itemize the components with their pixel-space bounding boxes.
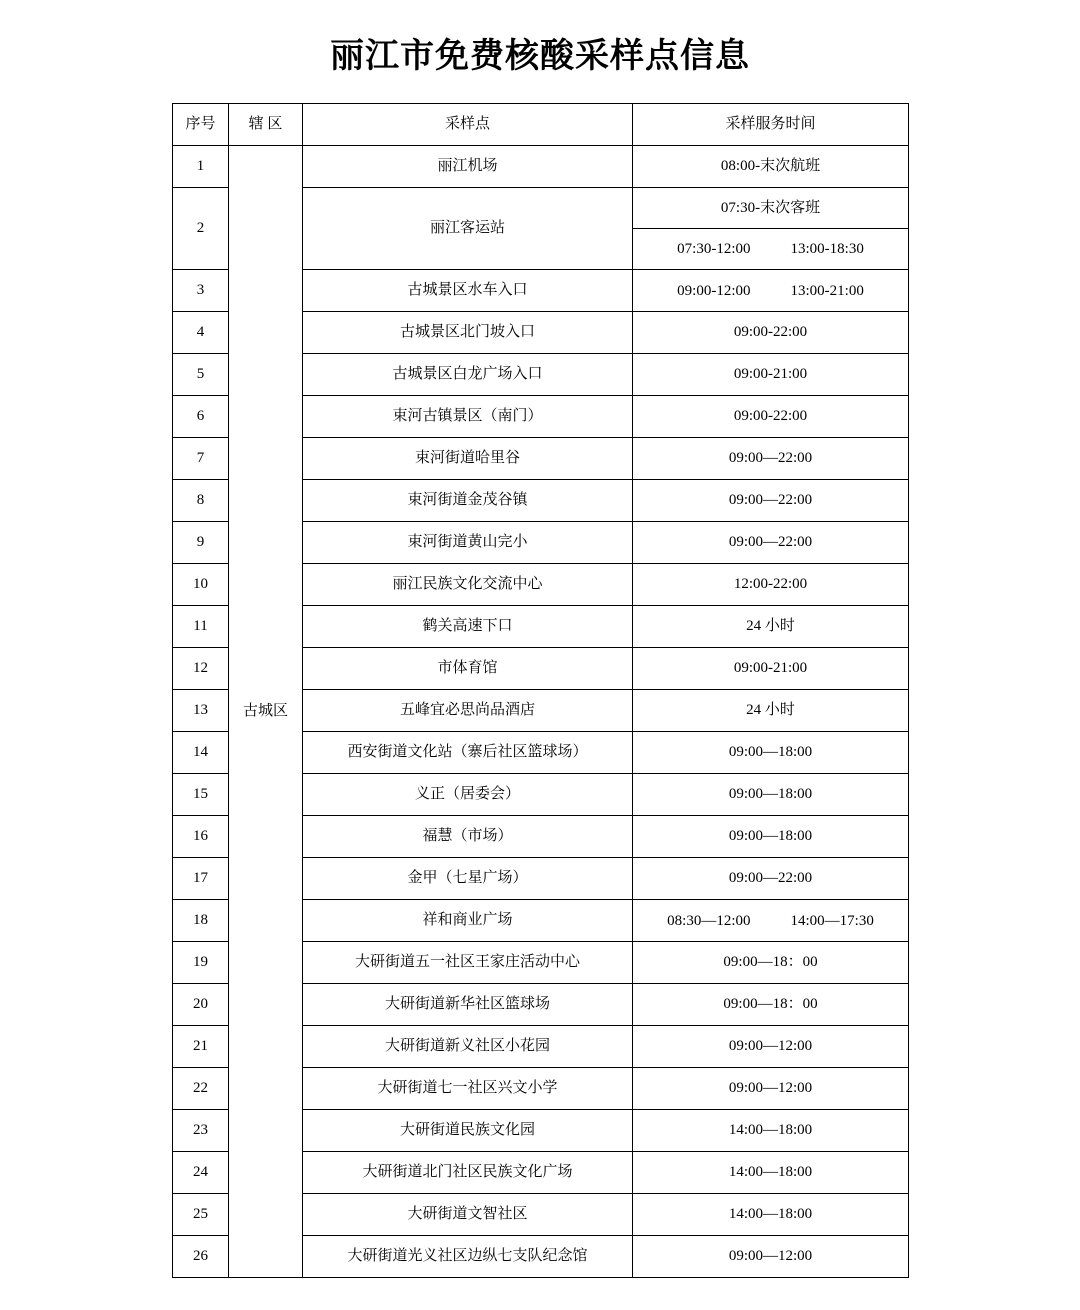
cell-time: 09:00—22:00 [633,858,909,900]
cell-no: 26 [173,1236,229,1278]
cell-time: 14:00—18:00 [633,1152,909,1194]
cell-no: 24 [173,1152,229,1194]
cell-time: 14:00—18:00 [633,1110,909,1152]
cell-time: 09:00—12:00 [633,1236,909,1278]
time-segment: 09:00-12:00 [677,282,751,299]
cell-site: 古城景区白龙广场入口 [303,354,633,396]
column-header-no: 序号 [173,104,229,146]
cell-time: 09:00—18:00 [633,732,909,774]
cell-no: 17 [173,858,229,900]
table-body [173,146,909,1278]
cell-site: 束河街道金茂谷镇 [303,480,633,522]
cell-time: 24 小时 [633,690,909,732]
cell-time [633,270,909,312]
cell-time: 08:00-末次航班 [633,146,909,188]
cell-site: 鹤关高速下口 [303,606,633,648]
cell-site: 大研街道文智社区 [303,1194,633,1236]
column-header-site: 采样点 [303,104,633,146]
table-header-row [173,104,909,146]
cell-site: 大研街道新华社区篮球场 [303,984,633,1026]
cell-site: 金甲（七星广场） [303,858,633,900]
cell-time: 09:00-21:00 [633,648,909,690]
cell-time: 09:00—18:00 [633,816,909,858]
cell-district: 古城区 [229,146,303,1278]
column-header-district: 辖 区 [229,104,303,146]
cell-site: 大研街道北门社区民族文化广场 [303,1152,633,1194]
cell-time: 14:00—18:00 [633,1194,909,1236]
cell-site: 古城景区水车入口 [303,270,633,312]
table-container [172,103,908,1278]
cell-no: 10 [173,564,229,606]
cell-site: 丽江民族文化交流中心 [303,564,633,606]
cell-no: 5 [173,354,229,396]
cell-no: 12 [173,648,229,690]
cell-no: 14 [173,732,229,774]
time-line-split [633,228,908,269]
cell-no: 9 [173,522,229,564]
time-stack [633,271,908,311]
cell-time [633,188,909,270]
cell-no: 1 [173,146,229,188]
cell-site: 大研街道民族文化园 [303,1110,633,1152]
cell-site: 束河街道哈里谷 [303,438,633,480]
sampling-points-table [172,103,909,1278]
cell-no: 19 [173,942,229,984]
cell-site: 大研街道新义社区小花园 [303,1026,633,1068]
cell-no: 6 [173,396,229,438]
cell-time: 09:00—22:00 [633,522,909,564]
time-line-split [633,271,908,311]
cell-no: 16 [173,816,229,858]
cell-no: 3 [173,270,229,312]
cell-site: 大研街道五一社区王家庄活动中心 [303,942,633,984]
time-stack [633,188,908,269]
cell-no: 22 [173,1068,229,1110]
cell-time: 09:00—12:00 [633,1026,909,1068]
cell-no: 20 [173,984,229,1026]
cell-site: 义正（居委会） [303,774,633,816]
table-row [173,146,909,188]
cell-no: 4 [173,312,229,354]
cell-site: 西安街道文化站（寨后社区篮球场） [303,732,633,774]
cell-no: 21 [173,1026,229,1068]
cell-no: 13 [173,690,229,732]
cell-time: 24 小时 [633,606,909,648]
cell-site: 大研街道光义社区边纵七支队纪念馆 [303,1236,633,1278]
column-header-time: 采样服务时间 [633,104,909,146]
time-line-split [633,901,908,941]
cell-no: 18 [173,900,229,942]
cell-time: 09:00—18：00 [633,984,909,1026]
cell-time [633,900,909,942]
cell-site: 祥和商业广场 [303,900,633,942]
cell-site: 市体育馆 [303,648,633,690]
cell-time: 09:00-21:00 [633,354,909,396]
cell-no: 15 [173,774,229,816]
time-segment: 14:00—17:30 [790,912,874,929]
cell-no: 11 [173,606,229,648]
cell-time: 09:00—18：00 [633,942,909,984]
cell-no: 7 [173,438,229,480]
time-segment: 08:30—12:00 [667,912,751,929]
cell-time: 09:00—22:00 [633,438,909,480]
time-line: 07:30-末次客班 [720,200,821,216]
cell-no: 23 [173,1110,229,1152]
cell-no: 25 [173,1194,229,1236]
cell-site: 古城景区北门坡入口 [303,312,633,354]
cell-time: 09:00—12:00 [633,1068,909,1110]
page-title: 丽江市免费核酸采样点信息 [330,37,750,75]
cell-site: 五峰宜必思尚品酒店 [303,690,633,732]
time-segment: 13:00-21:00 [790,282,864,299]
cell-site: 束河古镇景区（南门） [303,396,633,438]
cell-time: 09:00—22:00 [633,480,909,522]
cell-time: 09:00—18:00 [633,774,909,816]
time-segment: 13:00-18:30 [790,241,864,257]
cell-site: 大研街道七一社区兴文小学 [303,1068,633,1110]
cell-site: 丽江客运站 [303,188,633,270]
cell-time: 09:00-22:00 [633,396,909,438]
cell-time: 09:00-22:00 [633,312,909,354]
cell-no: 8 [173,480,229,522]
cell-site: 福慧（市场） [303,816,633,858]
cell-site: 丽江机场 [303,146,633,188]
time-segment: 07:30-12:00 [677,241,751,257]
table-header [173,104,909,146]
cell-site: 束河街道黄山完小 [303,522,633,564]
cell-no: 2 [173,188,229,270]
time-stack [633,901,908,941]
cell-time: 12:00-22:00 [633,564,909,606]
